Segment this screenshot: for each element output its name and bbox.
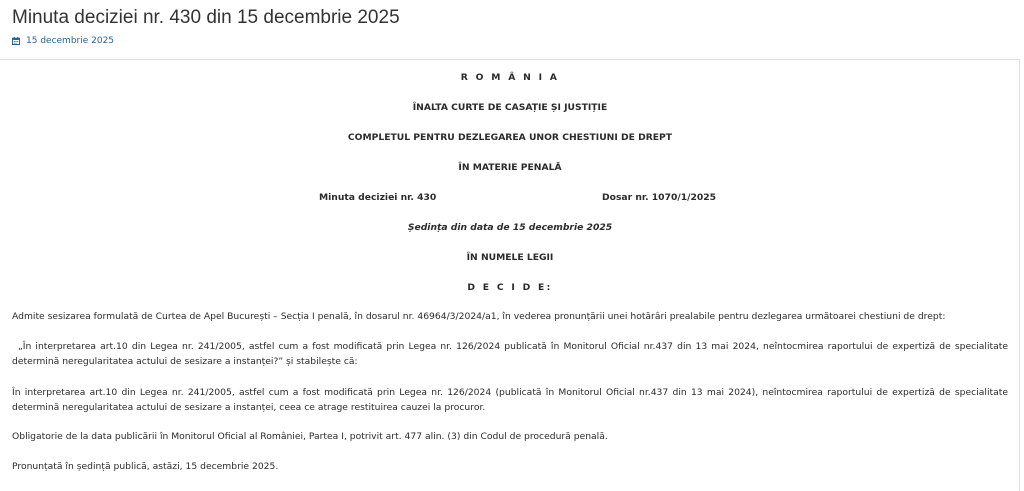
document-body <box>0 59 1020 491</box>
file-number: Dosar nr. 1070/1/2025 <box>602 192 717 203</box>
paragraph-ruling: În interpretarea art.10 din Legea nr. 241/2005, astfel cum a fost modificată prin Legea nr. 126/2024 (publicată în Monitorul Oficial nr.437 din 13 mai 2024), neîntocmirea raportului de expertiză de specialitate determină neregularitatea actului de sesizare a instanței, ceea ce atrage restituirea cauzei la procuror. <box>12 387 1008 413</box>
page-title: Minuta deciziei nr. 430 din 15 decembrie 2025 <box>12 7 400 28</box>
paragraph-binding: Obligatorie de la data publicării în Monitorul Oficial al României, Partea I, potrivit art. 477 alin. (3) din Codul de procedură penală. <box>12 431 608 442</box>
in-name-of-law: ÎN NUMELE LEGII <box>466 252 554 263</box>
date-link[interactable]: 15 decembrie 2025 <box>26 36 115 46</box>
publish-date <box>12 36 114 46</box>
session-date: Ședința din data de 15 decembrie 2025 <box>407 222 613 233</box>
court-heading: ÎNALTA CURTE DE CASAȚIE ȘI JUSTIȚIE <box>412 102 608 113</box>
country-heading: R O M Â N I A <box>460 72 560 83</box>
calendar-icon <box>12 37 20 45</box>
paragraph-question: „În interpretarea art.10 din Legea nr. 241/2005, astfel cum a fost modificată prin Legea nr. 126/2024 publicată în Monitorul Oficial nr.437 din 13 mai 2024, neîntocmirea raportului de expertiză de specialitate determină neregularitatea actului de sesizare a instanței?” și stabilește că: <box>12 341 1008 367</box>
paragraph-admits: Admite sesizarea formulată de Curtea de Apel București – Secția I penală, în dosarul nr. 46964/3/2024/a1, în vederea pronunțării unei hotărâri prealabile pentru dezlegarea următoarei chestiuni de drept: <box>12 311 946 322</box>
matter-heading: ÎN MATERIE PENALĂ <box>458 162 562 173</box>
minute-number: Minuta deciziei nr. 430 <box>319 192 437 203</box>
paragraph-pronounced: Pronunțată în ședință publică, astăzi, 15 decembrie 2025. <box>12 461 279 472</box>
decides-heading: D E C I D E: <box>467 282 553 293</box>
panel-heading: COMPLETUL PENTRU DEZLEGAREA UNOR CHESTIUNI DE DREPT <box>347 132 673 143</box>
